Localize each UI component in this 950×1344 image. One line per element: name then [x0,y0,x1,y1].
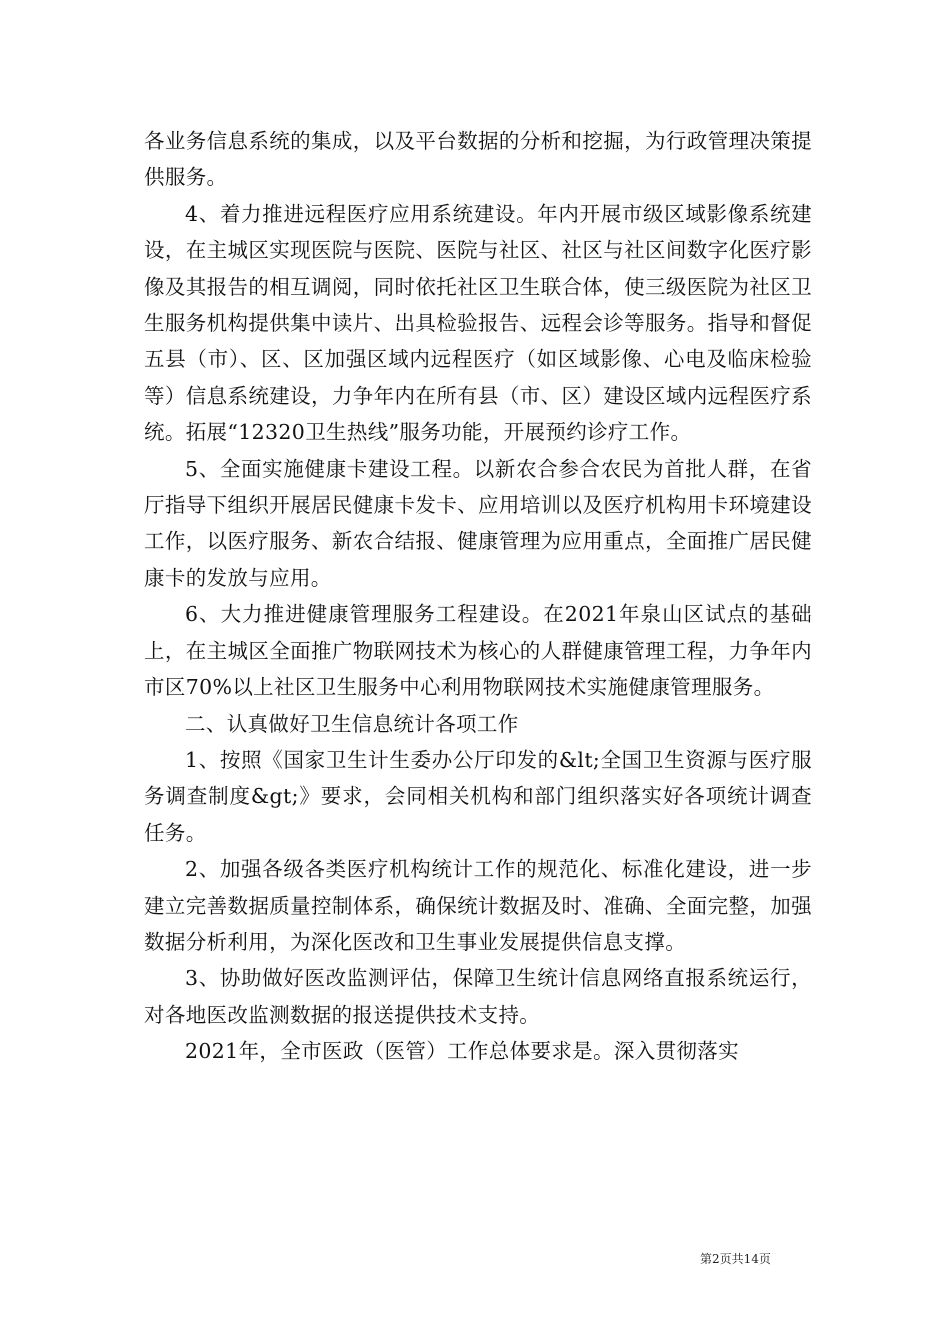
paragraph-continuation: 各业务信息系统的集成，以及平台数据的分析和挖掘，为行政管理决策提供服务。 [144,129,812,190]
paragraph-stat-item-1: 1、按照《国家卫生计生委办公厅印发的&lt;全国卫生资源与医疗服务调查制度&gt;》要求，会同相关机构和部门组织落实好各项统计调查任务。 [144,747,812,845]
page-number-footer: 第2页共14页 [700,1252,771,1266]
paragraph-item-4: 4、着力推进远程医疗应用系统建设。年内开展市级区域影像系统建设，在主城区实现医院与医院、医院与社区、社区与社区间数字化医疗影像及其报告的相互调阅，同时依托社区卫生联合体，使三级医院为社区卫生服务机构提供集中读片、出具检验报告、远程会诊等服务。指导和督促五县（市）、区、区加强区域内远程医疗（如区域影像、心电及临床检验等）信息系统建设，力争年内在所有县（市、区）建设区域内远程医疗系统。拓展“12320卫生热线”服务功能，开展预约诊疗工作。 [144,201,812,445]
section-heading-2: 二、认真做好卫生信息统计各项工作 [185,711,519,736]
paragraph-stat-item-3: 3、协助做好医改监测评估，保障卫生统计信息网络直报系统运行，对各地医改监测数据的报送提供技术支持。 [144,966,812,1027]
document-body [144,123,812,1070]
paragraph-item-5: 5、全面实施健康卡建设工程。以新农合参合农民为首批人群，在省厅指导下组织开展居民健康卡发卡、应用培训以及医疗机构用卡环境建设工作，以医疗服务、新农合结报、健康管理为应用重点，全面推广居民健康卡的发放与应用。 [144,456,812,590]
paragraph-stat-item-2: 2、加强各级各类医疗机构统计工作的规范化、标准化建设，进一步建立完善数据质量控制体系，确保统计数据及时、准确、全面完整，加强数据分析利用，为深化医改和卫生事业发展提供信息支撑。 [144,857,812,954]
paragraph-2021-summary: 2021年，全市医政（医管）工作总体要求是。深入贯彻落实 [185,1039,739,1064]
paragraph-item-6: 6、大力推进健康管理服务工程建设。在2021年泉山区试点的基础上，在主城区全面推广物联网技术为核心的人群健康管理工程，力争年内市区70%以上社区卫生服务中心利用物联网技术实施健康管理服务。 [144,602,812,700]
